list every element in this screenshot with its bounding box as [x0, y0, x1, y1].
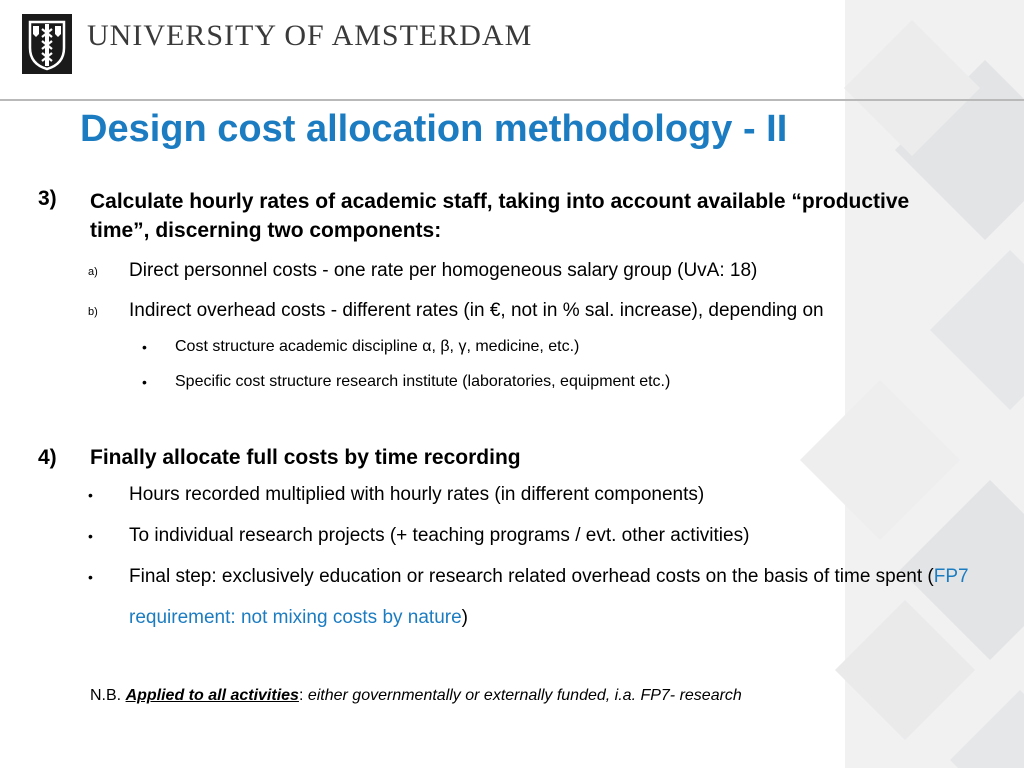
section-heading: Calculate hourly rates of academic staff, taking into account available “productive time”, discerning two components: — [90, 190, 910, 242]
item-text-close: ) — [461, 607, 468, 628]
item-text: Direct personnel costs - one rate per homogeneous salary group (UvA: 18) — [129, 260, 758, 281]
item-marker: b) — [88, 306, 98, 318]
bullet-icon: • — [142, 374, 147, 390]
item-text: Hours recorded multiplied with hourly rates (in different components) — [129, 484, 705, 505]
item-text-main: Final step: exclusively education or research related overhead costs on the basis of time spent ( — [129, 566, 934, 587]
bullet-icon: • — [88, 487, 93, 503]
footnote — [90, 687, 742, 705]
bullet-icon: • — [88, 528, 93, 544]
footnote-prefix: N.B. — [90, 687, 126, 704]
footnote-separator: : — [298, 687, 308, 704]
institution-name: UNIVERSITY OF AMSTERDAM — [87, 19, 533, 52]
slide-title: Design cost allocation methodology - II — [80, 108, 788, 150]
bullet-icon: • — [88, 569, 93, 585]
section-number: 3) — [38, 187, 57, 210]
section-heading: Finally allocate full costs by time recording — [90, 446, 521, 469]
item-text: Indirect overhead costs - different rates (in €, not in % sal. increase), depending on — [129, 300, 824, 321]
footnote-text: either governmentally or externally funded, i.a. FP7- research — [307, 687, 742, 704]
sub-item-text: Specific cost structure research institute (laboratories, equipment etc.) — [175, 373, 671, 390]
item-text: To individual research projects (+ teaching programs / evt. other activities) — [129, 525, 750, 546]
section-number: 4) — [38, 446, 57, 469]
bullet-icon: • — [142, 339, 147, 355]
item-text — [129, 556, 974, 638]
fp7-requirement-link: FP7 requirement: not mixing costs by nature — [129, 566, 969, 628]
sub-item-text: Cost structure academic discipline α, β, γ, medicine, etc.) — [175, 338, 580, 355]
item-marker: a) — [88, 266, 98, 278]
footnote-emphasis: Applied to all activities — [125, 687, 299, 704]
